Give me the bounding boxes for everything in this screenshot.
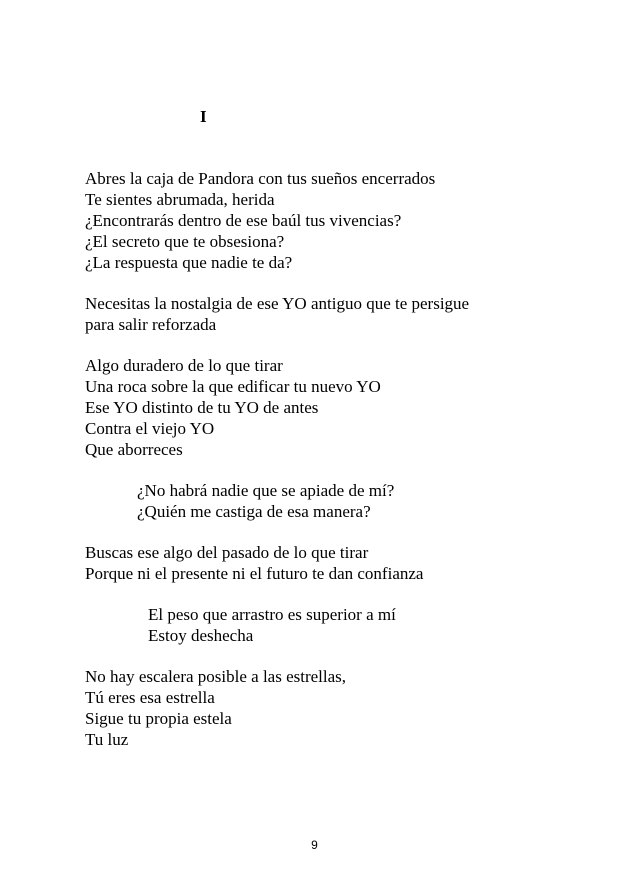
poem-line: No hay escalera posible a las estrellas, — [85, 667, 347, 686]
poem-line: ¿La respuesta que nadie te da? — [85, 253, 293, 272]
poem-line: Algo duradero de lo que tirar — [85, 356, 283, 375]
poem-line: Porque ni el presente ni el futuro te dan confianza — [85, 564, 424, 583]
poem-line: Buscas ese algo del pasado de lo que tirar — [85, 543, 369, 562]
poem-line: Necesitas la nostalgia de ese YO antiguo que te persigue — [85, 294, 470, 313]
poem-line: Una roca sobre la que edificar tu nuevo YO — [85, 377, 381, 396]
poem-line-indented: ¿No habrá nadie que se apiade de mí? — [137, 481, 395, 500]
poem-line: ¿El secreto que te obsesiona? — [85, 232, 285, 251]
poem-line: Te sientes abrumada, herida — [85, 190, 275, 209]
poem-line: Tú eres esa estrella — [85, 688, 215, 707]
poem-line-indented: ¿Quién me castiga de esa manera? — [137, 502, 371, 521]
poem-line-indented: Estoy deshecha — [148, 626, 254, 645]
page-number: 9 — [311, 838, 318, 852]
poem-line: Ese YO distinto de tu YO de antes — [85, 398, 319, 417]
poem-heading: I — [200, 107, 207, 126]
poem-line: ¿Encontrarás dentro de ese baúl tus vivencias? — [85, 211, 402, 230]
poem-line: Tu luz — [85, 730, 129, 749]
poem-line: Sigue tu propia estela — [85, 709, 232, 728]
poem-line-indented: El peso que arrastro es superior a mí — [148, 605, 396, 624]
poem-line: para salir reforzada — [85, 315, 217, 334]
poem-line: Contra el viejo YO — [85, 419, 215, 438]
poem-line: Que aborreces — [85, 440, 183, 459]
poem-line: Abres la caja de Pandora con tus sueños encerrados — [85, 169, 436, 188]
